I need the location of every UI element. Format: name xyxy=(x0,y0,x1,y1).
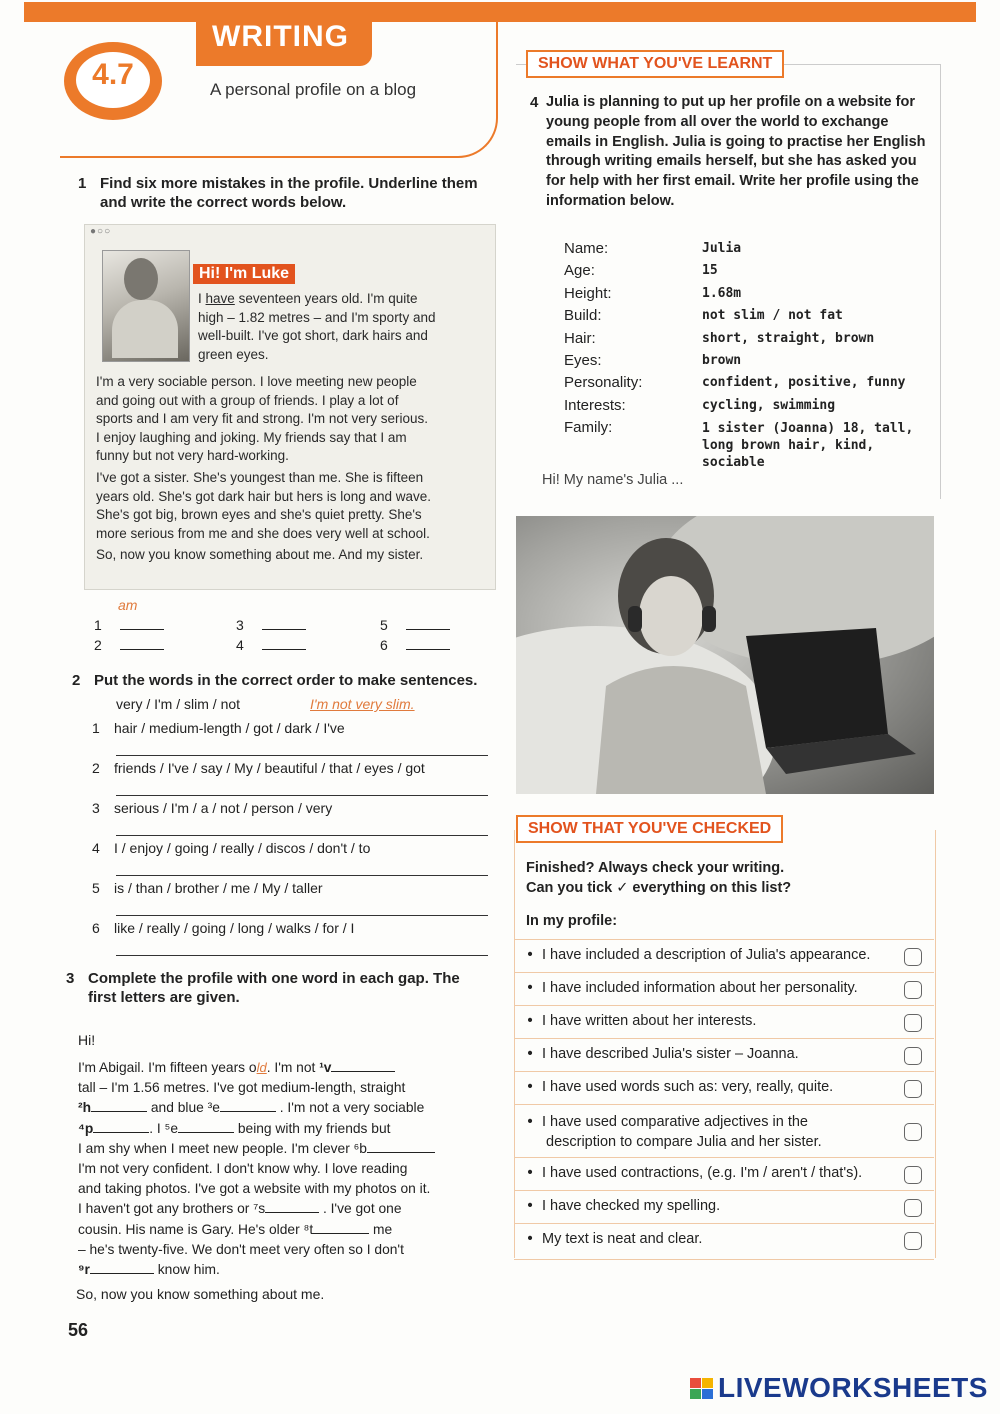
checklist-item: • I have written about her interests. xyxy=(514,1005,934,1039)
ex3-greeting: Hi! xyxy=(78,1032,96,1048)
checklist-item: • I have included information about her personality. xyxy=(514,972,934,1006)
gap-8[interactable] xyxy=(313,1233,369,1234)
blog-title: Hi! I'm Luke xyxy=(193,264,295,284)
checklist-item: • I have described Julia's sister – Joanna. xyxy=(514,1038,934,1072)
gap-2[interactable] xyxy=(91,1111,147,1112)
checklist-item: • I have checked my spelling. xyxy=(514,1190,934,1224)
photo-girl-with-laptop-drawing xyxy=(516,516,934,794)
checkbox[interactable] xyxy=(904,948,922,966)
blog-paragraph-3: I've got a sister. She's youngest than me. She is fifteen years old. She's got dark hair but hers is long and wave. She's got big, brown eyes and she's quiet pretty. She's more serious from me and she does very well at school. xyxy=(96,470,432,541)
exercise-3-instruction: 3 Complete the profile with one word in each gap. The first letters are given. xyxy=(66,970,460,1006)
checklist-item: • I have included a description of Julia's appearance. xyxy=(514,939,934,973)
answer-3[interactable]: 3 xyxy=(236,616,306,635)
ex2-answer-line-6[interactable] xyxy=(116,955,488,956)
ex2-item-2: 2 friends / I've / say / My / beautiful / that / eyes / got xyxy=(92,760,425,776)
section-title: WRITING xyxy=(212,20,349,53)
photo-girl-with-laptop xyxy=(516,516,934,794)
checkbox[interactable] xyxy=(904,1232,922,1250)
lesson-number: 4.7 xyxy=(92,58,134,91)
blog-paragraph-2: I'm a very sociable person. I love meeting new people and going out with a group of friends. I play a lot of sports and I am very fit and strong. I'm not very serious. I enjoy laughing and joking. My friends say that I am funny but not very hard-working. xyxy=(96,374,428,463)
checked-intro-1: Finished? Always check your writing. xyxy=(526,860,785,876)
ex2-answer-line-5[interactable] xyxy=(116,915,488,916)
exercise-4-instruction: 4 Julia is planning to put up her profile on a website for young people from all over the world to exchange emails in English. Julia is going to practise her English through writing emails herself, but she has asked you for help with her first email. Write her profile using the information below. xyxy=(530,94,926,209)
ex2-answer-line-1[interactable] xyxy=(116,755,488,756)
exercise-2-instruction: 2 Put the words in the correct order to make sentences. xyxy=(72,672,478,689)
answer-1[interactable]: 1 xyxy=(94,616,164,635)
exercise-2-example-answer: I'm not very slim. xyxy=(310,696,415,712)
gap-6[interactable] xyxy=(367,1152,435,1153)
example-answer: am xyxy=(118,597,138,613)
liveworksheets-logo[interactable]: LIVEWORKSHEETS xyxy=(718,1372,988,1403)
ex2-item-1: 1 hair / medium-length / got / dark / I've xyxy=(92,720,345,736)
checkbox[interactable] xyxy=(904,1166,922,1184)
lesson-subtitle: A personal profile on a blog xyxy=(210,80,417,99)
answer-4[interactable]: 4 xyxy=(236,636,306,655)
checklist-item: • My text is neat and clear. xyxy=(514,1223,934,1260)
checklist-item: • I have used comparative adjectives in the description to compare Julia and her sister. xyxy=(514,1104,934,1158)
ex2-item-6: 6 like / really / going / long / walks / for / I xyxy=(92,920,355,936)
checkbox[interactable] xyxy=(904,981,922,999)
show-checked-header: SHOW THAT YOU'VE CHECKED xyxy=(516,815,783,843)
checked-subhead: In my profile: xyxy=(526,913,618,929)
gap-1[interactable] xyxy=(331,1071,395,1072)
profile-starter: Hi! My name's Julia ... xyxy=(542,472,684,488)
ex2-answer-line-4[interactable] xyxy=(116,875,488,876)
ex2-answer-line-3[interactable] xyxy=(116,835,488,836)
gap-7[interactable] xyxy=(265,1212,319,1213)
exercise-2-example: very / I'm / slim / not xyxy=(116,696,241,712)
info-values: Julia 15 1.68m not slim / not fat short, straight, brown brown confident, positive, funny cycling, swimming 1 sister (Joanna) 18, tall, long brown hair, kind, sociable xyxy=(702,241,914,471)
luke-photo-head xyxy=(124,258,158,300)
show-learnt-header: SHOW WHAT YOU'VE LEARNT xyxy=(526,50,784,78)
checklist-item: • I have used contractions, (e.g. I'm / aren't / that's). xyxy=(514,1157,934,1191)
liveworksheets-logo-icon xyxy=(690,1378,714,1400)
ex2-item-4: 4 I / enjoy / going / really / discos / don't / to xyxy=(92,840,371,856)
gap-9[interactable] xyxy=(90,1273,154,1274)
gap-3[interactable] xyxy=(220,1111,276,1112)
checkbox[interactable] xyxy=(904,1199,922,1217)
exercise-1-instruction: 1 Find six more mistakes in the profile. Underline them and write the correct words below. xyxy=(78,175,478,211)
ex2-item-5: 5 is / than / brother / me / My / taller xyxy=(92,880,323,896)
checked-intro-2: Can you tick ✓ everything on this list? xyxy=(526,880,792,896)
luke-photo-body xyxy=(112,300,178,358)
answer-6[interactable]: 6 xyxy=(380,636,450,655)
window-dots-icon: ●○○ xyxy=(90,226,112,237)
ex2-answer-line-2[interactable] xyxy=(116,795,488,796)
info-labels: Name: Age: Height: Build: Hair: Eyes: Personality: Interests: Family: xyxy=(564,240,643,437)
checkbox[interactable] xyxy=(904,1047,922,1065)
gap-4[interactable] xyxy=(93,1132,149,1133)
ex3-profile-text: I'm Abigail. I'm fifteen years old. I'm not ¹v tall – I'm 1.56 metres. I've got medium-length, straight ²h and blue ³e . I'm not a very sociable ⁴p . I ⁵e being with my friends but I am shy when I meet new people. I'm clever ⁶b I'm not very confident. I don't know why. I love reading and taking photos. I've got a website with my photos on it. I haven't got any brothers or ⁷s . I've got one cousin. His name is Gary. He's older ⁸t me – he's twenty-five. We don't meet very often so I don't ⁹r know him. xyxy=(78,1058,498,1280)
checkbox[interactable] xyxy=(904,1123,922,1141)
answer-2[interactable]: 2 xyxy=(94,636,164,655)
checkbox[interactable] xyxy=(904,1014,922,1032)
gap-5[interactable] xyxy=(178,1132,234,1133)
ex3-closing: So, now you know something about me. xyxy=(76,1286,325,1302)
checkbox[interactable] xyxy=(904,1080,922,1098)
page-number: 56 xyxy=(68,1320,89,1340)
blog-paragraph-1: I have seventeen years old. I'm quite high – 1.82 metres – and I'm sporty and well-built. I've got short, dark hairs and green eyes. xyxy=(198,291,436,362)
checklist-item: • I have used words such as: very, really, quite. xyxy=(514,1071,934,1105)
answer-5[interactable]: 5 xyxy=(380,616,450,635)
blog-paragraph-4: So, now you know something about me. And my sister. xyxy=(96,547,424,562)
ex2-item-3: 3 serious / I'm / a / not / person / very xyxy=(92,800,333,816)
